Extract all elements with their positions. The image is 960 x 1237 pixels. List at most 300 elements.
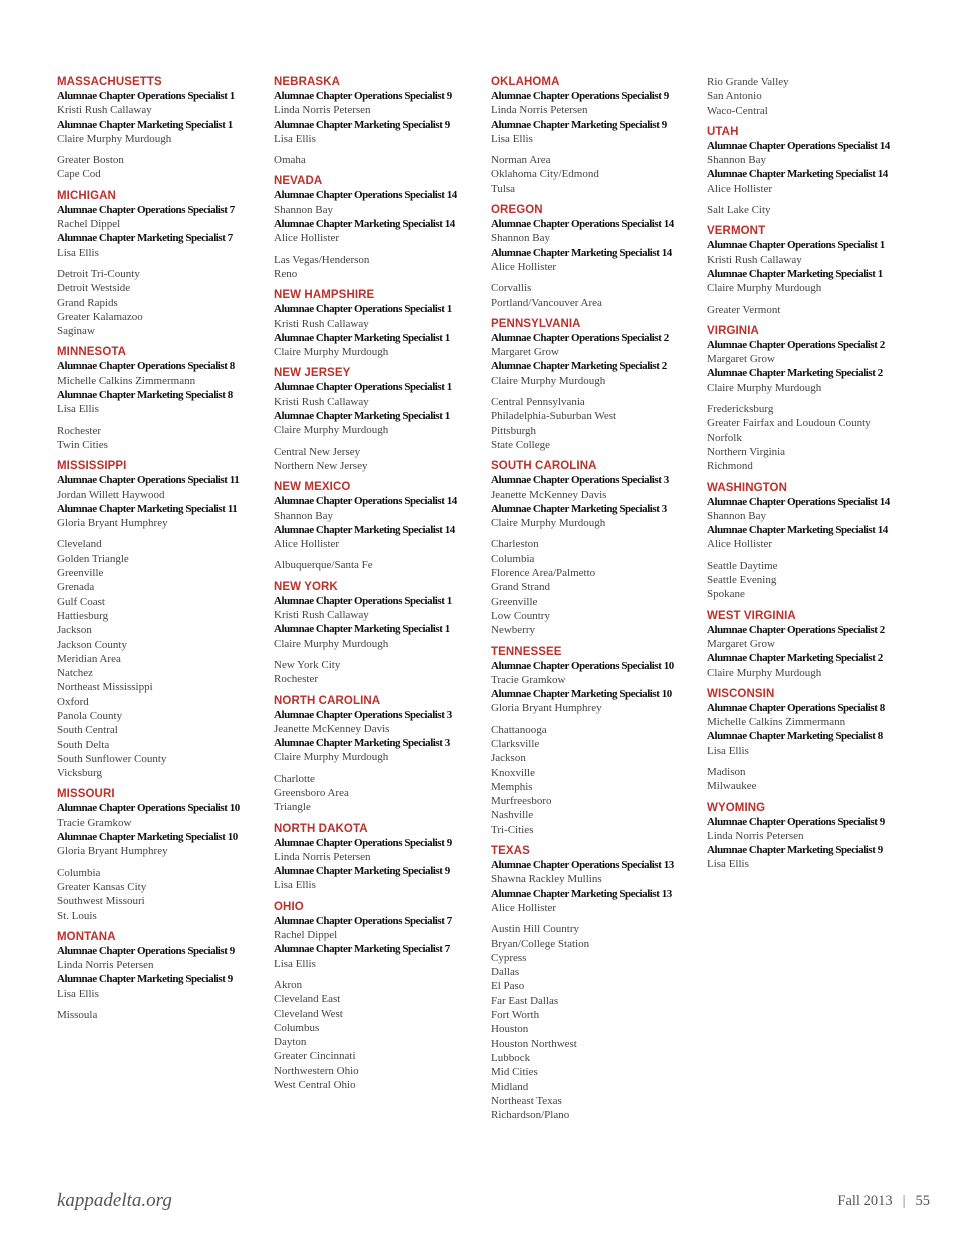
state-block xyxy=(274,174,479,281)
operations-specialist-label: Alumnae Chapter Operations Specialist 9 xyxy=(707,815,885,828)
state-block xyxy=(491,317,696,452)
chapter-list xyxy=(57,1008,262,1022)
chapter-list xyxy=(707,75,912,118)
marketing-specialist-name: Alice Hollister xyxy=(274,538,340,551)
chapter-item: Natchez xyxy=(57,667,94,680)
operations-specialist-name: Kristi Rush Callaway xyxy=(274,317,369,330)
chapter-item: Cleveland East xyxy=(274,993,341,1006)
marketing-specialist-name: Claire Murphy Murdough xyxy=(57,132,172,145)
operations-specialist-label: Alumnae Chapter Operations Specialist 2 xyxy=(491,331,669,344)
state-heading: MINNESOTA xyxy=(57,346,127,359)
chapter-list xyxy=(274,253,479,282)
marketing-specialist-name: Claire Murphy Murdough xyxy=(274,346,389,359)
state-heading: NEVADA xyxy=(274,175,323,188)
marketing-specialist-name: Lisa Ellis xyxy=(57,987,99,1000)
state-heading: NEBRASKA xyxy=(274,76,340,88)
state-heading: WEST VIRGINIA xyxy=(707,609,796,622)
chapter-list xyxy=(274,153,479,167)
marketing-specialist-name: Claire Murphy Murdough xyxy=(707,666,822,679)
operations-specialist-name: Shannon Bay xyxy=(707,509,766,522)
chapter-item: Grand Rapids xyxy=(57,296,118,309)
directory-column-3 xyxy=(491,75,696,1129)
chapter-item: San Antonio xyxy=(707,90,762,103)
state-block xyxy=(274,366,479,473)
chapter-item: Florence Area/Palmetto xyxy=(491,567,596,580)
state-block xyxy=(274,822,479,893)
state-block xyxy=(707,801,912,872)
state-heading: UTAH xyxy=(707,125,739,138)
marketing-specialist-name: Gloria Bryant Humphrey xyxy=(57,845,168,858)
operations-specialist-label: Alumnae Chapter Operations Specialist 14 xyxy=(491,218,674,231)
chapter-item: Seattle Evening xyxy=(707,574,777,587)
chapter-item: Central New Jersey xyxy=(274,445,361,458)
chapter-item: Seattle Daytime xyxy=(707,559,778,572)
chapter-item: Greater Fairfax and Loudoun County xyxy=(707,417,871,430)
operations-specialist-label: Alumnae Chapter Operations Specialist 9 xyxy=(491,90,669,102)
chapter-item: Houston Northwest xyxy=(491,1037,577,1050)
marketing-specialist-name: Lisa Ellis xyxy=(274,132,316,145)
operations-specialist-label: Alumnae Chapter Operations Specialist 1 xyxy=(274,594,452,607)
state-heading: MICHIGAN xyxy=(57,189,116,202)
operations-specialist-name: Shawna Rackley Mullins xyxy=(491,873,602,886)
state-heading: OKLAHOMA xyxy=(491,76,560,88)
marketing-specialist-label: Alumnae Chapter Marketing Specialist 9 xyxy=(274,118,450,131)
operations-specialist-label: Alumnae Chapter Operations Specialist 13 xyxy=(491,859,674,872)
chapter-item: Nashville xyxy=(491,809,534,822)
chapter-item: Golden Triangle xyxy=(57,552,129,565)
operations-specialist-name: Linda Norris Petersen xyxy=(57,959,154,972)
marketing-specialist-label: Alumnae Chapter Marketing Specialist 13 xyxy=(491,887,672,900)
chapter-item: Triangle xyxy=(274,801,311,814)
chapter-item: Meridian Area xyxy=(57,652,121,665)
operations-specialist-label: Alumnae Chapter Operations Specialist 1 xyxy=(707,239,885,252)
chapter-item: Rochester xyxy=(274,673,318,686)
chapter-list xyxy=(274,558,479,572)
marketing-specialist-name: Claire Murphy Murdough xyxy=(274,424,389,437)
state-block xyxy=(707,687,912,794)
state-heading: PENNSYLVANIA xyxy=(491,317,581,330)
operations-specialist-name: Kristi Rush Callaway xyxy=(57,104,152,117)
chapter-list xyxy=(274,978,479,1092)
state-heading: NEW MEXICO xyxy=(274,481,351,494)
chapter-item: Oklahoma City/Edmond xyxy=(491,168,599,181)
chapter-item: South Central xyxy=(57,724,118,737)
marketing-specialist-label: Alumnae Chapter Marketing Specialist 11 xyxy=(57,502,238,515)
page-number: 55 xyxy=(915,1193,930,1209)
chapter-item: Detroit Tri-County xyxy=(57,267,140,280)
operations-specialist-label: Alumnae Chapter Operations Specialist 2 xyxy=(707,623,885,636)
marketing-specialist-name: Alice Hollister xyxy=(491,901,557,914)
state-heading: OREGON xyxy=(491,204,543,217)
chapter-item: Panola County xyxy=(57,709,123,722)
marketing-specialist-name: Lisa Ellis xyxy=(274,957,316,970)
chapter-list xyxy=(57,267,262,338)
chapter-item: Chattanooga xyxy=(491,723,547,736)
operations-specialist-label: Alumnae Chapter Operations Specialist 8 xyxy=(707,701,885,714)
operations-specialist-name: Margaret Grow xyxy=(707,353,775,366)
chapter-item: Norfolk xyxy=(707,431,742,444)
chapter-item: Columbus xyxy=(274,1021,320,1034)
operations-specialist-label: Alumnae Chapter Operations Specialist 8 xyxy=(57,360,235,373)
marketing-specialist-label: Alumnae Chapter Marketing Specialist 3 xyxy=(491,502,667,515)
chapter-item: Columbia xyxy=(491,552,535,565)
operations-specialist-name: Michelle Calkins Zimmermann xyxy=(707,716,846,729)
chapter-item: Cape Cod xyxy=(57,168,101,181)
chapter-item: Hattiesburg xyxy=(57,609,109,622)
operations-specialist-name: Shannon Bay xyxy=(274,509,333,522)
state-heading: MISSOURI xyxy=(57,788,115,801)
state-block xyxy=(274,580,479,687)
footer-issue-info xyxy=(837,1193,930,1210)
operations-specialist-label: Alumnae Chapter Operations Specialist 10 xyxy=(491,659,674,672)
directory-column-2 xyxy=(274,75,479,1099)
chapter-item: New York City xyxy=(274,658,341,671)
chapter-list xyxy=(491,723,696,837)
state-block xyxy=(57,930,262,1022)
operations-specialist-label: Alumnae Chapter Operations Specialist 9 xyxy=(57,944,235,957)
marketing-specialist-label: Alumnae Chapter Marketing Specialist 8 xyxy=(57,389,233,402)
operations-specialist-name: Rachel Dippel xyxy=(274,929,338,942)
chapter-item: Rio Grande Valley xyxy=(707,76,789,88)
marketing-specialist-label: Alumnae Chapter Marketing Specialist 7 xyxy=(274,943,450,956)
chapter-item: Greenville xyxy=(491,595,538,608)
chapter-item: Southwest Missouri xyxy=(57,895,145,908)
chapter-item: Greenville xyxy=(57,567,104,580)
chapter-item: Milwaukee xyxy=(707,780,757,793)
marketing-specialist-label: Alumnae Chapter Marketing Specialist 9 xyxy=(707,844,883,857)
marketing-specialist-name: Alice Hollister xyxy=(274,232,340,245)
operations-specialist-label: Alumnae Chapter Operations Specialist 1 xyxy=(274,303,452,316)
operations-specialist-name: Tracie Gramkow xyxy=(57,816,132,829)
chapter-item: Madison xyxy=(707,765,746,778)
marketing-specialist-name: Claire Murphy Murdough xyxy=(274,637,389,650)
chapter-item: Memphis xyxy=(491,780,533,793)
marketing-specialist-name: Claire Murphy Murdough xyxy=(707,282,822,295)
chapter-list xyxy=(57,866,262,923)
state-heading: WISCONSIN xyxy=(707,687,775,700)
marketing-specialist-name: Lisa Ellis xyxy=(491,132,533,145)
chapter-item: Columbia xyxy=(57,866,101,879)
chapter-item: Northern Virginia xyxy=(707,445,786,458)
marketing-specialist-name: Gloria Bryant Humphrey xyxy=(491,702,602,715)
chapter-item: Greensboro Area xyxy=(274,786,349,799)
chapter-item: State College xyxy=(491,438,550,451)
state-block xyxy=(274,75,479,167)
chapter-item: Dallas xyxy=(491,966,520,979)
chapter-list xyxy=(274,445,479,474)
chapter-item: Tulsa xyxy=(491,182,516,195)
operations-specialist-label: Alumnae Chapter Operations Specialist 14 xyxy=(274,495,457,508)
state-heading: TEXAS xyxy=(491,845,530,858)
marketing-specialist-name: Alice Hollister xyxy=(707,538,773,551)
operations-specialist-name: Shannon Bay xyxy=(491,232,550,245)
operations-specialist-name: Margaret Grow xyxy=(707,637,775,650)
chapter-list xyxy=(707,203,912,217)
marketing-specialist-label: Alumnae Chapter Marketing Specialist 2 xyxy=(707,367,883,380)
marketing-specialist-name: Claire Murphy Murdough xyxy=(707,381,822,394)
chapter-item: Waco-Central xyxy=(707,104,768,117)
state-heading: TENNESSEE xyxy=(491,645,562,658)
chapter-list xyxy=(274,658,479,687)
chapter-item: Norman Area xyxy=(491,154,551,167)
state-block xyxy=(491,203,696,310)
chapter-item: Corvallis xyxy=(491,282,532,295)
operations-specialist-label: Alumnae Chapter Operations Specialist 10 xyxy=(57,802,240,815)
marketing-specialist-name: Lisa Ellis xyxy=(274,879,316,892)
state-heading: NORTH DAKOTA xyxy=(274,822,368,835)
footer-divider: | xyxy=(902,1193,906,1209)
marketing-specialist-label: Alumnae Chapter Marketing Specialist 2 xyxy=(491,360,667,373)
chapter-item: Pittsburgh xyxy=(491,424,537,437)
chapter-item: Northeast Mississippi xyxy=(57,681,153,694)
marketing-specialist-name: Claire Murphy Murdough xyxy=(274,751,389,764)
chapter-list xyxy=(491,281,696,310)
state-block xyxy=(491,645,696,838)
state-heading: MASSACHUSETTS xyxy=(57,76,162,88)
chapter-item: Greater Kalamazoo xyxy=(57,310,143,323)
chapter-item: Newberry xyxy=(491,624,535,637)
chapter-item: Las Vegas/Henderson xyxy=(274,253,370,266)
chapter-list xyxy=(707,559,912,602)
state-heading: NEW JERSEY xyxy=(274,367,351,380)
marketing-specialist-label: Alumnae Chapter Marketing Specialist 7 xyxy=(57,232,233,245)
operations-specialist-name: Rachel Dippel xyxy=(57,218,121,231)
operations-specialist-name: Margaret Grow xyxy=(491,346,559,359)
marketing-specialist-name: Gloria Bryant Humphrey xyxy=(57,517,168,530)
state-block xyxy=(707,125,912,217)
operations-specialist-name: Linda Norris Petersen xyxy=(707,829,804,842)
operations-specialist-name: Michelle Calkins Zimmermann xyxy=(57,374,196,387)
chapter-item: Albuquerque/Santa Fe xyxy=(274,559,373,572)
operations-specialist-label: Alumnae Chapter Operations Specialist 2 xyxy=(707,338,885,351)
chapter-item: Greater Kansas City xyxy=(57,880,147,893)
footer-issue: Fall 2013 xyxy=(837,1193,893,1209)
chapter-item: Northern New Jersey xyxy=(274,459,368,472)
chapter-item: Charlotte xyxy=(274,772,315,785)
state-block xyxy=(707,75,912,118)
chapter-item: Rochester xyxy=(57,424,101,437)
state-block xyxy=(57,345,262,452)
chapter-item: Saginaw xyxy=(57,325,95,338)
chapter-item: Philadelphia-Suburban West xyxy=(491,410,617,423)
chapter-item: South Sunflower County xyxy=(57,752,167,765)
chapter-list xyxy=(57,537,262,780)
marketing-specialist-label: Alumnae Chapter Marketing Specialist 14 xyxy=(707,524,888,537)
operations-specialist-name: Kristi Rush Callaway xyxy=(274,609,369,622)
operations-specialist-label: Alumnae Chapter Operations Specialist 3 xyxy=(491,474,669,487)
state-block xyxy=(707,481,912,602)
chapter-item: Spokane xyxy=(707,588,745,601)
operations-specialist-label: Alumnae Chapter Operations Specialist 9 xyxy=(274,836,452,849)
chapter-list xyxy=(707,303,912,317)
chapter-item: Fort Worth xyxy=(491,1009,540,1022)
chapter-item: Vicksburg xyxy=(57,767,102,780)
state-block xyxy=(274,900,479,1093)
marketing-specialist-name: Lisa Ellis xyxy=(57,403,99,416)
state-heading: VIRGINIA xyxy=(707,324,759,337)
marketing-specialist-label: Alumnae Chapter Marketing Specialist 14 xyxy=(491,246,672,259)
marketing-specialist-label: Alumnae Chapter Marketing Specialist 1 xyxy=(274,331,450,344)
state-block xyxy=(491,844,696,1122)
marketing-specialist-label: Alumnae Chapter Marketing Specialist 10 xyxy=(491,688,672,701)
marketing-specialist-label: Alumnae Chapter Marketing Specialist 1 xyxy=(274,410,450,423)
state-heading: NEW YORK xyxy=(274,580,338,593)
chapter-list xyxy=(57,153,262,182)
state-block xyxy=(57,75,262,182)
chapter-item: Detroit Westside xyxy=(57,282,131,295)
chapter-item: Low Country xyxy=(491,609,550,622)
marketing-specialist-label: Alumnae Chapter Marketing Specialist 1 xyxy=(274,623,450,636)
operations-specialist-name: Linda Norris Petersen xyxy=(274,850,371,863)
operations-specialist-label: Alumnae Chapter Operations Specialist 14 xyxy=(707,495,890,508)
chapter-list xyxy=(491,395,696,452)
chapter-item: Akron xyxy=(274,978,303,991)
chapter-item: Charleston xyxy=(491,538,539,551)
chapter-item: Grenada xyxy=(57,581,95,594)
chapter-item: Reno xyxy=(274,267,298,280)
operations-specialist-label: Alumnae Chapter Operations Specialist 14 xyxy=(274,189,457,202)
chapter-item: Missoula xyxy=(57,1009,98,1022)
state-heading: NEW HAMPSHIRE xyxy=(274,289,375,302)
chapter-list xyxy=(491,537,696,637)
state-block xyxy=(491,459,696,637)
footer-website[interactable]: kappadelta.org xyxy=(57,1190,172,1211)
chapter-item: Tri-Cities xyxy=(491,823,534,836)
chapter-item: Richmond xyxy=(707,460,753,473)
marketing-specialist-name: Claire Murphy Murdough xyxy=(491,374,606,387)
chapter-item: Bryan/College Station xyxy=(491,937,590,950)
chapter-list xyxy=(274,772,479,815)
operations-specialist-name: Jordan Willett Haywood xyxy=(57,488,165,501)
chapter-item: Dayton xyxy=(274,1036,307,1049)
chapter-item: Murfreesboro xyxy=(491,795,552,808)
operations-specialist-name: Shannon Bay xyxy=(274,203,333,216)
state-heading: WASHINGTON xyxy=(707,481,788,494)
operations-specialist-name: Jeanette McKenney Davis xyxy=(491,488,607,501)
operations-specialist-label: Alumnae Chapter Operations Specialist 1 xyxy=(274,381,452,394)
operations-specialist-label: Alumnae Chapter Operations Specialist 3 xyxy=(274,708,452,721)
marketing-specialist-label: Alumnae Chapter Marketing Specialist 14 xyxy=(274,218,455,231)
marketing-specialist-label: Alumnae Chapter Marketing Specialist 14 xyxy=(274,523,455,536)
state-block xyxy=(274,480,479,572)
operations-specialist-label: Alumnae Chapter Operations Specialist 14 xyxy=(707,139,890,152)
operations-specialist-label: Alumnae Chapter Operations Specialist 7 xyxy=(274,914,452,927)
operations-specialist-name: Linda Norris Petersen xyxy=(491,104,588,117)
operations-specialist-label: Alumnae Chapter Operations Specialist 11 xyxy=(57,474,240,487)
state-heading: NORTH CAROLINA xyxy=(274,694,381,707)
marketing-specialist-label: Alumnae Chapter Marketing Specialist 1 xyxy=(707,267,883,280)
marketing-specialist-label: Alumnae Chapter Marketing Specialist 9 xyxy=(491,118,667,131)
chapter-item: Central Pennsylvania xyxy=(491,396,585,409)
chapter-item: Houston xyxy=(491,1023,529,1036)
chapter-item: Fredericksburg xyxy=(707,403,774,416)
marketing-specialist-name: Lisa Ellis xyxy=(57,246,99,259)
marketing-specialist-label: Alumnae Chapter Marketing Specialist 10 xyxy=(57,831,238,844)
state-block xyxy=(57,189,262,339)
marketing-specialist-name: Lisa Ellis xyxy=(707,744,749,757)
operations-specialist-name: Shannon Bay xyxy=(707,154,766,167)
chapter-list xyxy=(57,424,262,453)
state-block xyxy=(274,288,479,359)
operations-specialist-name: Linda Norris Petersen xyxy=(274,104,371,117)
chapter-item: Knoxville xyxy=(491,766,535,779)
state-block xyxy=(274,694,479,815)
state-heading: MONTANA xyxy=(57,930,116,943)
state-heading: VERMONT xyxy=(707,225,766,238)
marketing-specialist-label: Alumnae Chapter Marketing Specialist 3 xyxy=(274,737,450,750)
chapter-item: Salt Lake City xyxy=(707,204,771,217)
directory-column-4 xyxy=(707,75,912,879)
chapter-item: West Central Ohio xyxy=(274,1079,356,1092)
chapter-item: Grand Strand xyxy=(491,581,550,594)
operations-specialist-name: Jeanette McKenney Davis xyxy=(274,722,390,735)
chapter-item: Oxford xyxy=(57,695,89,708)
chapter-item: Clarksville xyxy=(491,737,540,750)
chapter-list xyxy=(491,153,696,196)
marketing-specialist-label: Alumnae Chapter Marketing Specialist 1 xyxy=(57,118,233,131)
chapter-item: Northeast Texas xyxy=(491,1094,562,1107)
chapter-item: Portland/Vancouver Area xyxy=(491,296,602,309)
operations-specialist-name: Tracie Gramkow xyxy=(491,673,566,686)
chapter-item: Mid Cities xyxy=(491,1066,538,1079)
chapter-item: Jackson xyxy=(57,624,92,637)
state-heading: OHIO xyxy=(274,900,304,913)
operations-specialist-label: Alumnae Chapter Operations Specialist 1 xyxy=(57,90,235,102)
state-block xyxy=(57,459,262,780)
state-heading: SOUTH CAROLINA xyxy=(491,460,597,473)
chapter-item: El Paso xyxy=(491,980,525,993)
chapter-item: Greater Cincinnati xyxy=(274,1050,356,1063)
chapter-item: Cleveland West xyxy=(274,1007,343,1020)
chapter-item: Gulf Coast xyxy=(57,595,105,608)
chapter-item: Lubbock xyxy=(491,1051,531,1064)
marketing-specialist-label: Alumnae Chapter Marketing Specialist 9 xyxy=(274,865,450,878)
operations-specialist-label: Alumnae Chapter Operations Specialist 7 xyxy=(57,203,235,216)
chapter-item: Midland xyxy=(491,1080,529,1093)
state-heading: MISSISSIPPI xyxy=(57,460,127,473)
chapter-item: Cleveland xyxy=(57,538,102,551)
state-block xyxy=(707,324,912,474)
chapter-item: Northwestern Ohio xyxy=(274,1064,359,1077)
state-block xyxy=(707,224,912,316)
state-block xyxy=(491,75,696,196)
chapter-list xyxy=(707,402,912,473)
operations-specialist-label: Alumnae Chapter Operations Specialist 9 xyxy=(274,90,452,102)
chapter-list xyxy=(707,765,912,794)
chapter-item: Austin Hill Country xyxy=(491,923,580,936)
chapter-list xyxy=(491,922,696,1122)
chapter-item: Greater Vermont xyxy=(707,303,781,316)
chapter-item: Cypress xyxy=(491,951,527,964)
state-block xyxy=(707,609,912,680)
marketing-specialist-name: Alice Hollister xyxy=(491,260,557,273)
state-block xyxy=(57,787,262,922)
chapter-item: South Delta xyxy=(57,738,110,751)
chapter-item: Twin Cities xyxy=(57,438,108,451)
chapter-item: Richardson/Plano xyxy=(491,1109,570,1122)
marketing-specialist-label: Alumnae Chapter Marketing Specialist 9 xyxy=(57,973,233,986)
marketing-specialist-label: Alumnae Chapter Marketing Specialist 14 xyxy=(707,168,888,181)
chapter-item: St. Louis xyxy=(57,909,97,922)
chapter-item: Jackson xyxy=(491,752,526,765)
chapter-item: Omaha xyxy=(274,154,306,167)
chapter-item: Jackson County xyxy=(57,638,127,651)
operations-specialist-name: Kristi Rush Callaway xyxy=(274,395,369,408)
state-heading: WYOMING xyxy=(707,801,766,814)
directory-column-1 xyxy=(57,75,262,1029)
marketing-specialist-name: Lisa Ellis xyxy=(707,858,749,871)
marketing-specialist-label: Alumnae Chapter Marketing Specialist 2 xyxy=(707,652,883,665)
